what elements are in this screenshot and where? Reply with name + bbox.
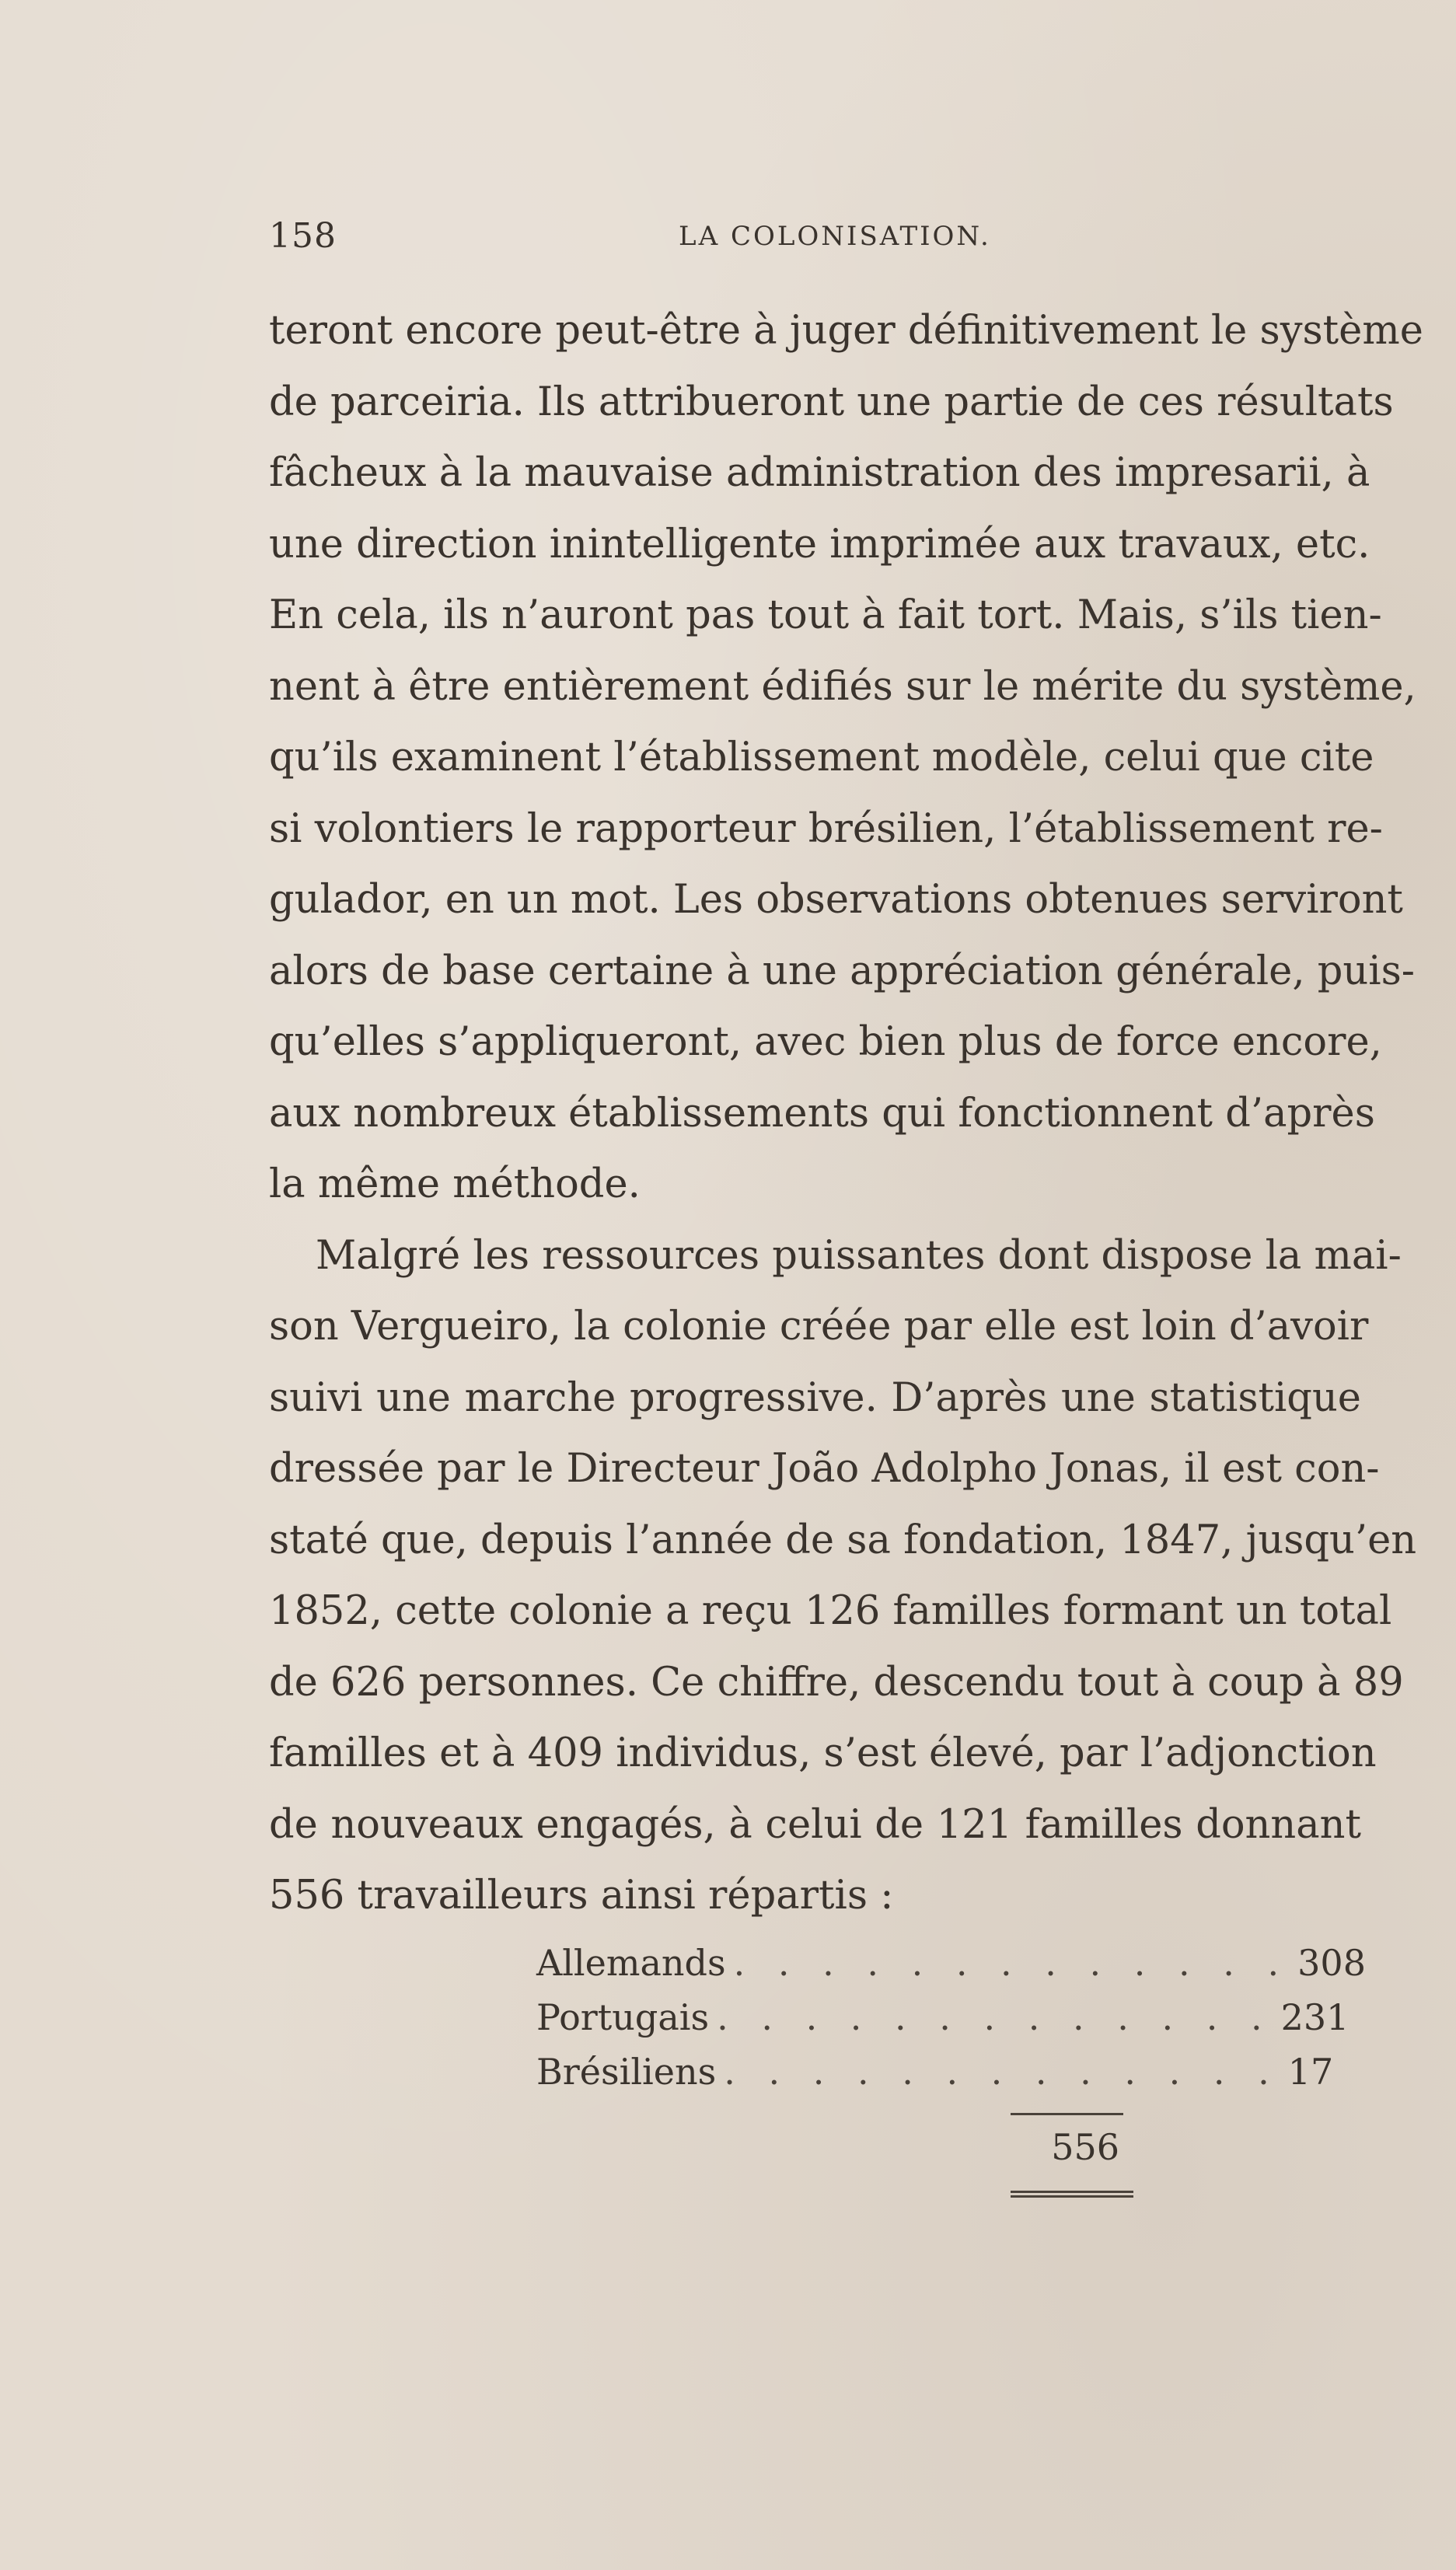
text-line: si volontiers le rapporteur brésilien, l’établissement re- <box>269 805 1383 852</box>
dot-leader: . . . . . . . . . . . . . <box>733 1942 1290 1984</box>
text-line: de nouveaux engagés, à celui de 121 familles donnant <box>269 1801 1361 1848</box>
page-header <box>269 216 1357 263</box>
text-line: 1852, cette colonie a reçu 126 familles formant un total <box>269 1588 1392 1634</box>
text-line: suivi une marche progressive. D’après une statistique <box>269 1374 1361 1421</box>
text-line: alors de base certaine à une appréciation générale, puis- <box>269 948 1415 994</box>
text-line: teront encore peut-être à juger définitivement le système <box>269 308 1423 354</box>
table-row <box>536 1990 1350 2044</box>
text-line: fâcheux à la mauvaise administration des impresarii, à <box>269 450 1370 496</box>
text-line: En cela, ils n’auront pas tout à fait tort. Mais, s’ils tien- <box>269 592 1382 638</box>
body-text <box>269 295 1423 1932</box>
text-line: gulador, en un mot. Les observations obtenues serviront <box>269 877 1403 923</box>
row-value: 17 <box>1287 2051 1334 2093</box>
text-line: staté que, depuis l’année de sa fondation, 1847, jusqu’en <box>269 1517 1417 1563</box>
text-line: qu’ils examinent l’établissement modèle, celui que cite <box>269 735 1374 780</box>
text-line: une direction inintelligente imprimée aux travaux, etc. <box>269 521 1370 567</box>
row-label: Allemands <box>536 1942 726 1984</box>
population-table <box>536 1936 1366 2099</box>
text-line: la même méthode. <box>269 1161 641 1207</box>
text-line: de 626 personnes. Ce chiffre, descendu tout à coup à 89 <box>269 1659 1404 1706</box>
running-title: LA COLONISATION. <box>679 221 991 252</box>
row-value: 231 <box>1280 1996 1350 2038</box>
table-row <box>536 2044 1334 2099</box>
total-double-rule <box>1011 2191 1133 2198</box>
text-line: aux nombreux établissements qui fonctionnent d’après <box>269 1090 1375 1137</box>
text-line: qu’elles s’appliqueront, avec bien plus de force encore, <box>269 1019 1382 1065</box>
row-value: 308 <box>1297 1942 1366 1984</box>
text-line: Malgré les ressources puissantes dont dispose la mai- <box>316 1232 1402 1279</box>
row-label: Portugais <box>536 1996 710 2038</box>
sum-rule <box>1011 2113 1123 2115</box>
page-number: 158 <box>269 216 337 256</box>
text-line: son Vergueiro, la colonie créée par elle est loin d’avoir <box>269 1304 1369 1350</box>
table-row <box>536 1936 1366 1990</box>
text-line: de parceiria. Ils attribueront une partie de ces résultats <box>269 379 1394 425</box>
text-line: familles et à 409 individus, s’est élevé, par l’adjonction <box>269 1730 1377 1776</box>
dot-leader: . . . . . . . . . . . . . <box>717 1996 1273 2038</box>
text-line: 556 travailleurs ainsi répartis : <box>269 1873 894 1919</box>
text-line: nent à être entièrement édifiés sur le mérite du système, <box>269 663 1416 710</box>
text-line: dressée par le Directeur João Adolpho Jonas, il est con- <box>269 1446 1380 1492</box>
table-total: 556 <box>1051 2126 1119 2168</box>
row-label: Brésiliens <box>536 2051 717 2093</box>
dot-leader: . . . . . . . . . . . . . <box>724 2051 1280 2093</box>
